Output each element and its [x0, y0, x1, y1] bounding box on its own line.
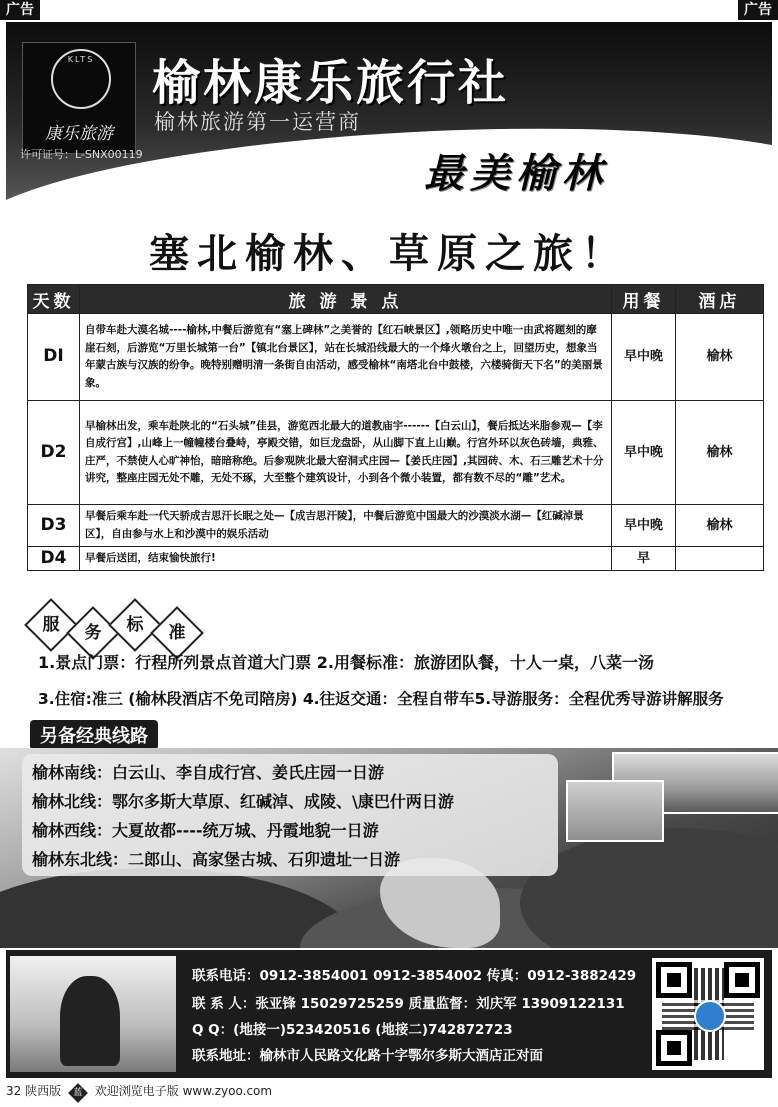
- day-meals: 早中晚: [612, 505, 676, 547]
- service-badge: 服: [24, 598, 78, 652]
- tagline: 最美榆林: [424, 151, 608, 197]
- day-hotel: 榆林: [676, 314, 764, 401]
- itinerary-table: [27, 284, 764, 571]
- header-banner: [6, 22, 772, 207]
- performer-figure: [60, 976, 120, 1066]
- extra-routes-heading: 另备经典线路: [30, 720, 158, 750]
- contact-phone: 联系电话：0912-3854001 0912-3854002 传真：0912-3882429: [192, 968, 637, 984]
- service-badge: 务: [66, 606, 120, 660]
- day-description: 早餐后乘车赴一代天骄成吉思汗长眠之处—【成吉思汗陵】，中餐后游览中国最大的沙漠淡水湖—【红碱淖景区】，自由参与水上和沙漠中的娱乐活动: [80, 505, 612, 547]
- edition-label: 陕西版: [25, 1084, 62, 1098]
- header-attractions: 旅 游 景 点: [80, 285, 612, 314]
- route-item: 榆林西线：大夏故都----统万城、丹霞地貌一日游: [32, 821, 379, 840]
- service-badge: 准: [150, 606, 204, 660]
- footer-text[interactable]: 欢迎浏览电子版 www.zyoo.com: [94, 1084, 273, 1098]
- ruins-photo: [566, 780, 664, 842]
- header-days: 天数: [28, 285, 80, 314]
- logo-emblem-icon: KLTS: [51, 49, 111, 109]
- day-label: D3: [28, 505, 80, 547]
- itinerary-row: [28, 314, 764, 401]
- qr-code-icon: [652, 958, 764, 1070]
- page-number: 32: [6, 1084, 22, 1098]
- performer-photo: [10, 956, 176, 1072]
- day-meals: 早中晚: [612, 314, 676, 401]
- contact-qq: Q Q：(地接一)523420516 (地接二)742872723: [192, 1022, 513, 1038]
- service-line: 3.住宿:准三 (榆林段酒店不免司陪房) 4.往返交通：全程自带车5.导游服务：全程优秀导游讲解服务: [38, 690, 724, 708]
- route-item: 榆林北线：鄂尔多斯大草原、红碱淖、成陵、\康巴什两日游: [32, 792, 454, 811]
- day-label: D4: [28, 547, 80, 571]
- routes-panel: [22, 754, 558, 876]
- route-item: 榆林东北线：二郎山、高家堡古城、石卯遗址一日游: [32, 850, 401, 869]
- license-number: 许可证号：L-SNX00119: [20, 148, 143, 161]
- day-hotel: 榆林: [676, 505, 764, 547]
- day-description: 自带车赴大漠名城----榆林,中餐后游览有“塞上碑林”之美誉的【红石峡景区】,领略历史中唯一由武将题刻的摩崖石刻，后游览“万里长城第一台”【镇北台景区】，站在长城沿线最大的一个烽火墩台之上，回望历史，想象当年蒙古族与汉族的纷争。晚特别赠明清一条街自由活动，感受榆林“南塔北台中鼓楼，六楼骑街天下名”的美丽景象。: [80, 314, 612, 401]
- day-hotel: 榆林: [676, 401, 764, 505]
- contact-person: 联 系 人：张亚锋 15029725259 质量监督：刘庆军 13909122131: [192, 996, 625, 1012]
- itinerary-row: [28, 505, 764, 547]
- header-meals: 用餐: [612, 285, 676, 314]
- brand-mark-icon: 蓝: [68, 1083, 88, 1103]
- service-line: 1.景点门票：行程所列景点首道大门票 2.用餐标准：旅游团队餐，十人一桌，八菜一汤: [38, 653, 654, 672]
- contact-address: 联系地址：榆林市人民路文化路十字鄂尔多斯大酒店正对面: [192, 1048, 543, 1064]
- day-hotel: [676, 547, 764, 571]
- logo-text: 康乐旅游: [45, 124, 113, 144]
- ad-tag-right: 广告: [738, 0, 778, 20]
- day-meals: 早中晚: [612, 401, 676, 505]
- page-footer: [6, 1082, 272, 1100]
- header-hotel: 酒店: [676, 285, 764, 314]
- agency-slogan: 榆林旅游第一运营商: [154, 110, 361, 134]
- day-description: 早餐后送团，结束愉快旅行!: [80, 547, 612, 571]
- itinerary-row: [28, 547, 764, 571]
- scenery-background: [0, 748, 778, 948]
- page-title: 塞北榆林、草原之旅！: [149, 230, 629, 277]
- ad-tag-left: 广告: [0, 0, 40, 20]
- service-badge: 标: [108, 598, 162, 652]
- day-label: DI: [28, 314, 80, 401]
- contact-bar: [6, 950, 772, 1078]
- agency-name: 榆林康乐旅行社: [152, 55, 510, 111]
- day-label: D2: [28, 401, 80, 505]
- day-meals: 早: [612, 547, 676, 571]
- qr-logo-icon: [694, 1000, 726, 1032]
- day-description: 早榆林出发，乘车赴陕北的“石头城”佳县，游览西北最大的道教庙宇------【白云山】，餐后抵达米脂参观—【李自成行宫】,山峰上一幢幢楼台叠峙，亭殿交错，如巨龙盘卧，从山脚下直上山巅。行宫外环以灰色砖墙，典雅、庄严，不禁使人心旷神怡，暗暗称绝。后参观陕北最大窑洞式庄园—【姜氏庄园】,其园砖、木、石三雕艺术十分讲究，整座庄园无处不雕，无处不琢，大至整个建筑设计，小到各个微小装置，都有数不尽的“雕”艺术。: [80, 401, 612, 505]
- agency-logo: [22, 42, 136, 154]
- itinerary-row: [28, 401, 764, 505]
- rock-shape: [520, 828, 778, 948]
- itinerary-header-row: [28, 285, 764, 314]
- route-item: 榆林南线：白云山、李自成行宫、姜氏庄园一日游: [32, 763, 385, 782]
